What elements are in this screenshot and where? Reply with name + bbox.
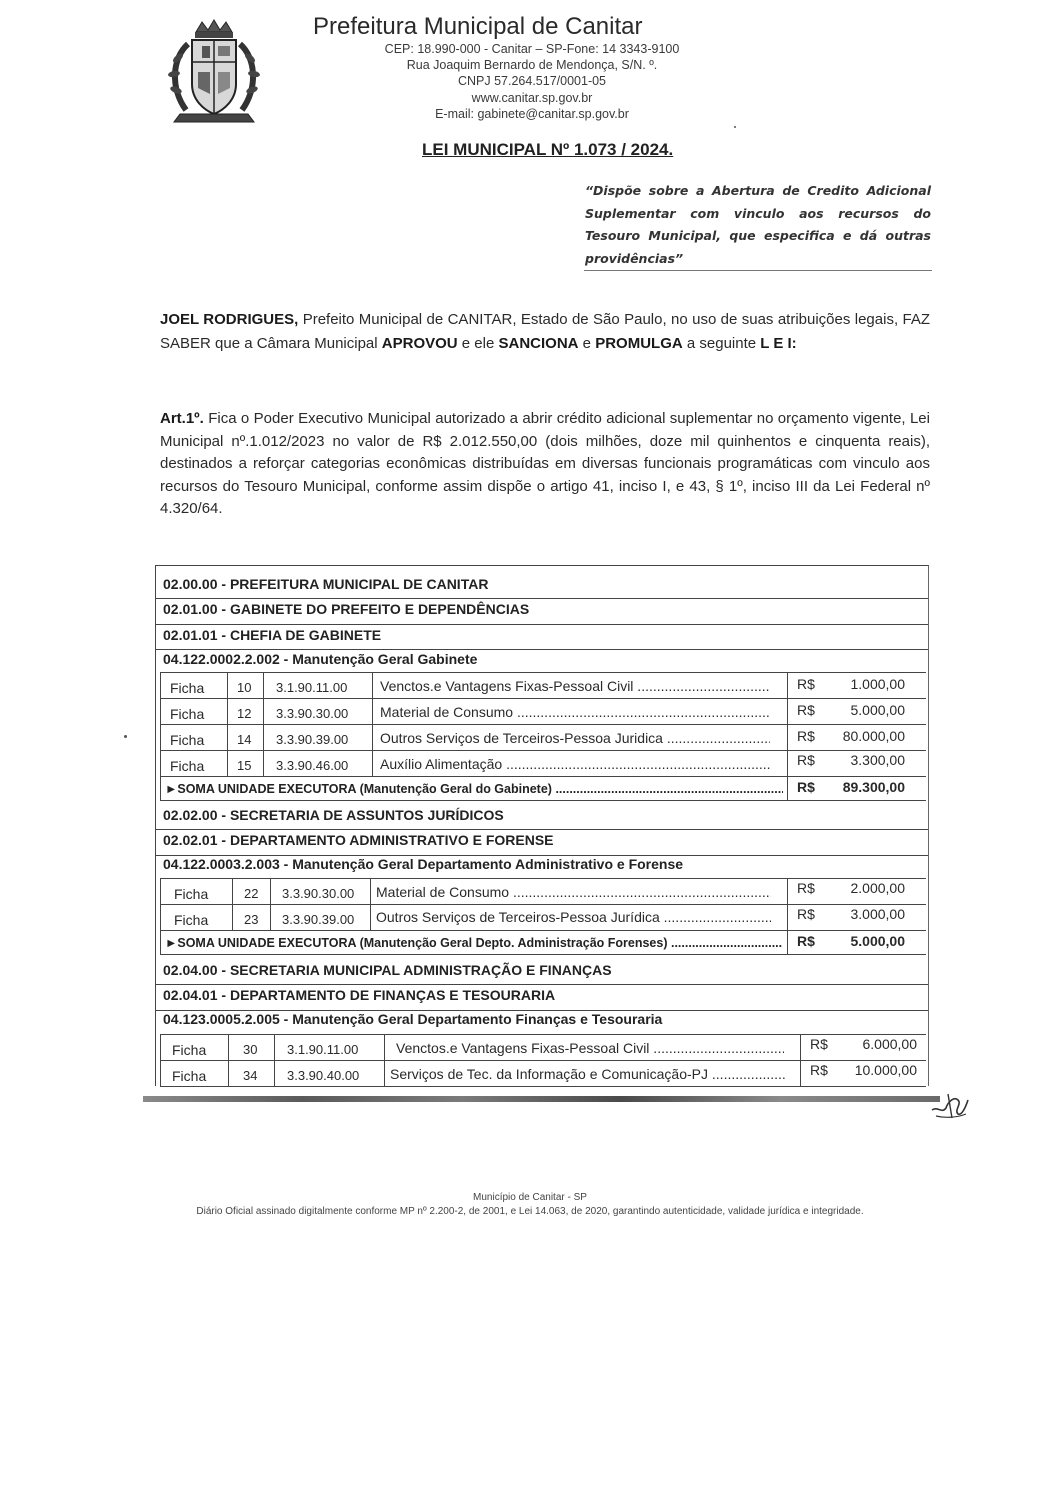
ficha-label: Ficha	[170, 732, 205, 748]
ficha-label: Ficha	[170, 758, 205, 774]
coat-of-arms-icon	[162, 18, 266, 128]
row-description: Outros Serviços de Terceiros-Pessoa Juridica .....	[380, 730, 770, 746]
economic-class: 3.3.90.30.00	[276, 706, 349, 721]
ficha-number: 12	[237, 706, 252, 721]
intro-text-1: Prefeito Municipal de CANITAR, Estado de São Paulo, no uso de suas atribuições legais, FAZ SABER que a Câmara Municipal	[160, 311, 930, 352]
budget-table	[155, 565, 929, 1086]
currency-symbol: R$	[797, 906, 815, 922]
row-amount: 1.000,00	[850, 676, 905, 692]
row-description: Venctos.e Vantagens Fixas-Pessoal Civil .....	[380, 678, 770, 694]
row-description: Auxílio Alimentação .....	[380, 756, 770, 772]
economic-class: 3.3.90.39.00	[276, 732, 349, 747]
lei-word: L E I:	[760, 335, 797, 352]
economic-class: 3.3.90.39.00	[282, 912, 355, 927]
row-amount: 6.000,00	[862, 1036, 917, 1052]
currency-symbol: R$	[810, 1062, 828, 1078]
promulgates-word: PROMULGA	[595, 335, 683, 352]
sum-row: ►SOMA UNIDADE EXECUTORA (Manutenção Geral Depto. Administração Forenses) .....	[165, 936, 783, 950]
intro-paragraph	[160, 308, 930, 356]
currency-symbol: R$	[797, 702, 815, 718]
program-header: 04.122.0003.2.003 - Manutenção Geral Departamento Administrativo e Forense	[163, 856, 684, 872]
row-description: Outros Serviços de Terceiros-Pessoa Jurídica .....	[376, 909, 771, 925]
currency-symbol: R$	[797, 933, 815, 949]
ficha-label: Ficha	[172, 1068, 207, 1084]
sum-amount: 89.300,00	[842, 779, 905, 795]
economic-class: 3.3.90.40.00	[287, 1068, 360, 1083]
section-header: 02.02.00 - SECRETARIA DE ASSUNTOS JURÍDICOS	[163, 807, 504, 823]
footer-digital-signature-notice: Diário Oficial assinado digitalmente conforme MP nº 2.200-2, de 2001, e Lei 14.063, de 2020, garantindo autenticidade, validade jurídica e integridade.	[196, 1206, 864, 1217]
scan-speck	[734, 126, 736, 128]
article-1-label: Art.1º.	[160, 410, 204, 427]
program-header: 04.122.0002.2.002 - Manutenção Geral Gabinete	[163, 651, 478, 667]
ementa-underline	[584, 270, 932, 271]
section-header: 02.04.01 - DEPARTAMENTO DE FINANÇAS E TESOURARIA	[163, 987, 556, 1003]
row-amount: 3.300,00	[850, 752, 905, 768]
sum-row: ►SOMA UNIDADE EXECUTORA (Manutenção Geral do Gabinete) .....	[165, 782, 783, 796]
intro-text-3: e	[578, 335, 596, 352]
header-line-cnpj: CNPJ 57.264.517/0001-05	[457, 74, 607, 88]
section-header: 02.01.01 - CHEFIA DE GABINETE	[163, 627, 382, 643]
section-header: 02.04.00 - SECRETARIA MUNICIPAL ADMINISTRAÇÃO E FINANÇAS	[163, 962, 612, 978]
row-amount: 10.000,00	[854, 1062, 917, 1078]
article-1-text: Fica o Poder Executivo Municipal autorizado a abrir crédito adicional suplementar no orçamento vigente, Lei Municipal nº.1.012/2023 no valor de R$ 2.012.550,00 (dois milhões, doze mil quinhentos e cinquenta reais), destinados a reforçar categorias econômicas distribuídas em diversas funcionais programáticas com vinculo aos recursos do Tesouro Municipal, conforme assim dispõe o artigo 41, inciso I, e 43, § 1º, inciso III da Lei Federal nº 4.320/64.	[160, 410, 930, 518]
ficha-number: 14	[237, 732, 252, 747]
header-line-cep: CEP: 18.990-000 - Canitar – SP-Fone: 14 3343-9100	[384, 42, 680, 56]
economic-class: 3.3.90.46.00	[276, 758, 349, 773]
header-email-link[interactable]: E-mail: gabinete@canitar.sp.gov.br	[435, 107, 629, 121]
ficha-number: 30	[243, 1042, 258, 1057]
row-description: Material de Consumo .....	[376, 884, 771, 900]
currency-symbol: R$	[797, 728, 815, 744]
ficha-label: Ficha	[172, 1042, 207, 1058]
row-amount: 5.000,00	[850, 702, 905, 718]
economic-class: 3.1.90.11.00	[276, 680, 348, 695]
row-description: Venctos.e Vantagens Fixas-Pessoal Civil .....	[396, 1040, 784, 1056]
ficha-number: 23	[244, 912, 259, 927]
economic-class: 3.1.90.11.00	[287, 1042, 359, 1057]
row-amount: 2.000,00	[850, 880, 905, 896]
footer-municipality: Município de Canitar - SP	[473, 1192, 587, 1203]
law-title: LEI MUNICIPAL Nº 1.073 / 2024.	[422, 140, 674, 159]
row-amount: 80.000,00	[842, 728, 905, 744]
sanctions-word: SANCIONA	[498, 335, 579, 352]
ementa: “Dispõe sobre a Abertura de Credito Adicional Suplementar com vinculo aos recursos do Tesouro Municipal, que especifica e dá outras providências”	[585, 183, 931, 266]
row-description: Serviços de Tec. da Informação e Comunicação-PJ .....	[390, 1066, 786, 1082]
currency-symbol: R$	[810, 1036, 828, 1052]
ficha-label: Ficha	[174, 886, 209, 902]
scan-speck	[124, 735, 127, 738]
intro-text-2: e ele	[457, 335, 499, 352]
row-amount: 3.000,00	[850, 906, 905, 922]
currency-symbol: R$	[797, 676, 815, 692]
currency-symbol: R$	[797, 779, 815, 795]
mayor-name: JOEL RODRIGUES,	[160, 311, 299, 328]
section-header: 02.01.00 - GABINETE DO PREFEITO E DEPENDÊNCIAS	[163, 601, 530, 617]
row-description: Material de Consumo .....	[380, 704, 770, 720]
currency-symbol: R$	[797, 880, 815, 896]
ficha-label: Ficha	[174, 912, 209, 928]
program-header: 04.123.0005.2.005 - Manutenção Geral Departamento Finanças e Tesouraria	[163, 1011, 663, 1027]
section-header: 02.02.01 - DEPARTAMENTO ADMINISTRATIVO E FORENSE	[163, 832, 554, 848]
header-website-link[interactable]: www.canitar.sp.gov.br	[471, 91, 593, 105]
economic-class: 3.3.90.30.00	[282, 886, 355, 901]
section-header: 02.00.00 - PREFEITURA MUNICIPAL DE CANITAR	[163, 576, 489, 592]
sum-amount: 5.000,00	[850, 933, 905, 949]
header-line-address: Rua Joaquim Bernardo de Mendonça, S/N. º.	[406, 58, 658, 72]
signature-icon	[928, 1088, 972, 1124]
approved-word: APROVOU	[381, 335, 458, 352]
ficha-label: Ficha	[170, 680, 205, 696]
ficha-number: 34	[243, 1068, 258, 1083]
article-1	[160, 408, 930, 521]
ficha-number: 15	[237, 758, 252, 773]
ficha-number: 10	[237, 680, 252, 695]
org-name: Prefeitura Municipal de Canitar	[313, 13, 643, 40]
currency-symbol: R$	[797, 752, 815, 768]
ficha-number: 22	[244, 886, 259, 901]
ficha-label: Ficha	[170, 706, 205, 722]
scan-edge-bar	[143, 1096, 940, 1102]
intro-text-4: a seguinte	[682, 335, 761, 352]
